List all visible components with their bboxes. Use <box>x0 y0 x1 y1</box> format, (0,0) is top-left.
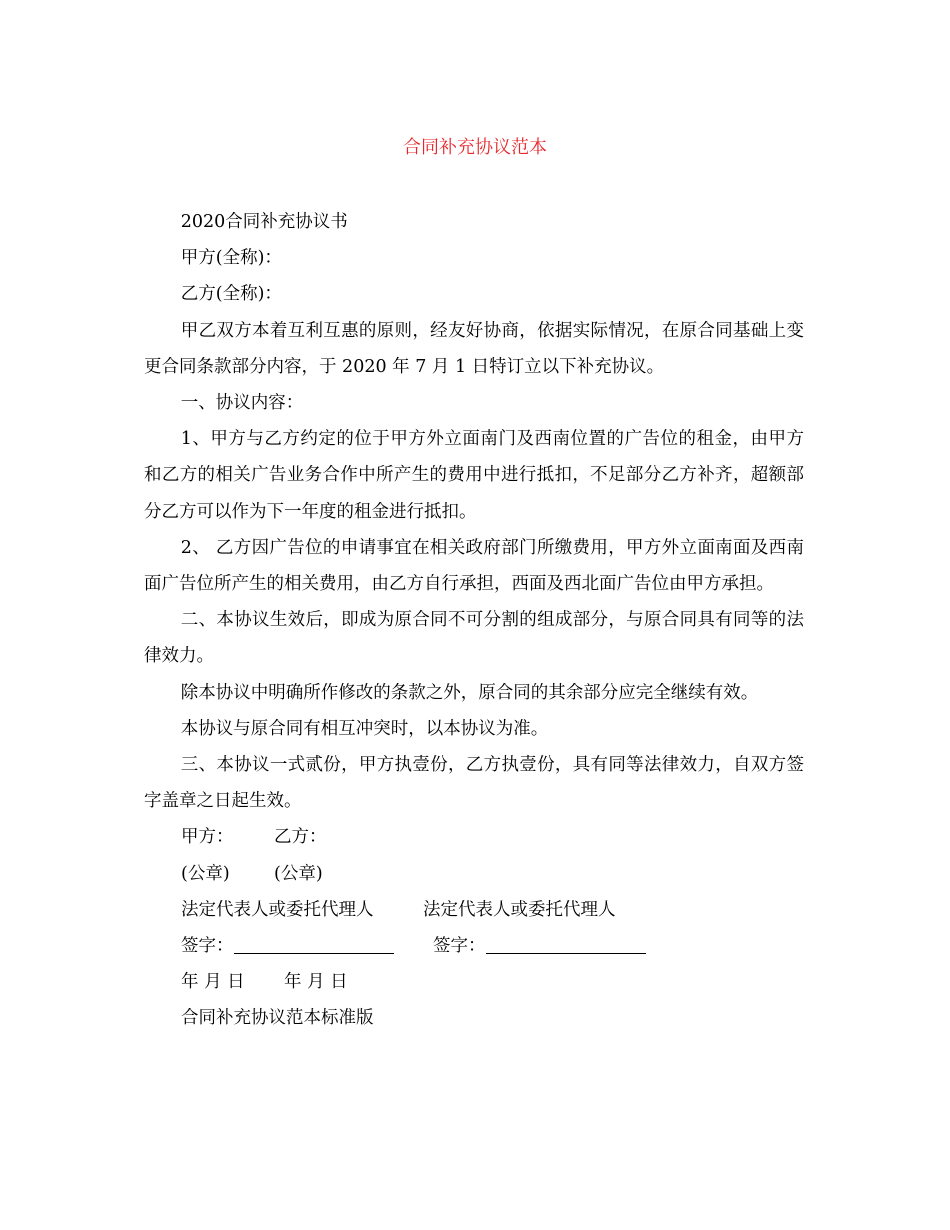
party-a-sign-label: 签字： <box>181 936 234 957</box>
validity-paragraph: 除本协议中明确所作修改的条款之外，原合同的其余部分应完全继续有效。 <box>180 682 759 703</box>
party-b-name-line: 乙方(全称)： <box>180 284 282 305</box>
party-a-date: 年 月 日 <box>181 972 245 993</box>
section-1-heading: 一、协议内容： <box>180 393 304 414</box>
party-b-representative: 法定代表人或委托代理人 <box>423 899 616 920</box>
document-title: 合同补充协议范本 <box>403 137 547 158</box>
party-b-signature-line <box>486 933 646 954</box>
party-b-signature <box>433 928 646 964</box>
party-b-label: 乙方： <box>274 827 327 848</box>
seal-row <box>144 856 804 892</box>
section-2-paragraph: 二、本协议生效后，即成为原合同不可分割的组成部分，与原合同具有同等的法律效力。 <box>144 610 804 667</box>
party-a-seal: (公章) <box>181 863 230 884</box>
party-a-name-line: 甲方(全称)： <box>180 248 282 269</box>
preamble-paragraph: 甲乙双方本着互利互惠的原则，经友好协商，依据实际情况，在原合同基础上变更合同条款部分内容，于 2020 年 7 月 1 日特订立以下补充协议。 <box>144 320 804 377</box>
party-b-date: 年 月 日 <box>284 972 348 993</box>
clause-2: 2、 乙方因广告位的申请事宜在相关政府部门所缴费用，甲方外立面南面及西南面广告位所产生的相关费用，由乙方自行承担，西面及西北面广告位由甲方承担。 <box>144 537 804 595</box>
date-row <box>144 964 804 1000</box>
party-b-sign-label: 签字： <box>433 936 486 957</box>
representative-row <box>144 892 804 928</box>
conflict-paragraph: 本协议与原合同有相互冲突时，以本协议为准。 <box>180 718 549 739</box>
clause-1: 1、甲方与乙方约定的位于甲方外立面南门及西南位置的广告位的租金，由甲方和乙方的相关广告业务合作中所产生的费用中进行抵扣，不足部分乙方补齐，超额部分乙方可以作为下一年度的租金进行抵扣。 <box>144 429 804 522</box>
party-labels-row <box>144 819 804 855</box>
standard-version-line: 合同补充协议范本标准版 <box>181 1008 374 1029</box>
party-a-signature-line <box>234 933 394 954</box>
party-b-seal: (公章) <box>274 863 323 884</box>
footer-line-row <box>144 1000 804 1036</box>
section-3-paragraph: 三、本协议一式贰份，甲方执壹份，乙方执壹份，具有同等法律效力，自双方签字盖章之日起生效。 <box>144 755 804 812</box>
document-body <box>144 204 804 1037</box>
signature-row <box>144 928 804 964</box>
party-a-representative: 法定代表人或委托代理人 <box>181 899 374 920</box>
party-a-signature <box>181 928 433 964</box>
party-a-label: 甲方： <box>181 827 234 848</box>
agreement-heading: 2020合同补充协议书 <box>180 212 348 232</box>
